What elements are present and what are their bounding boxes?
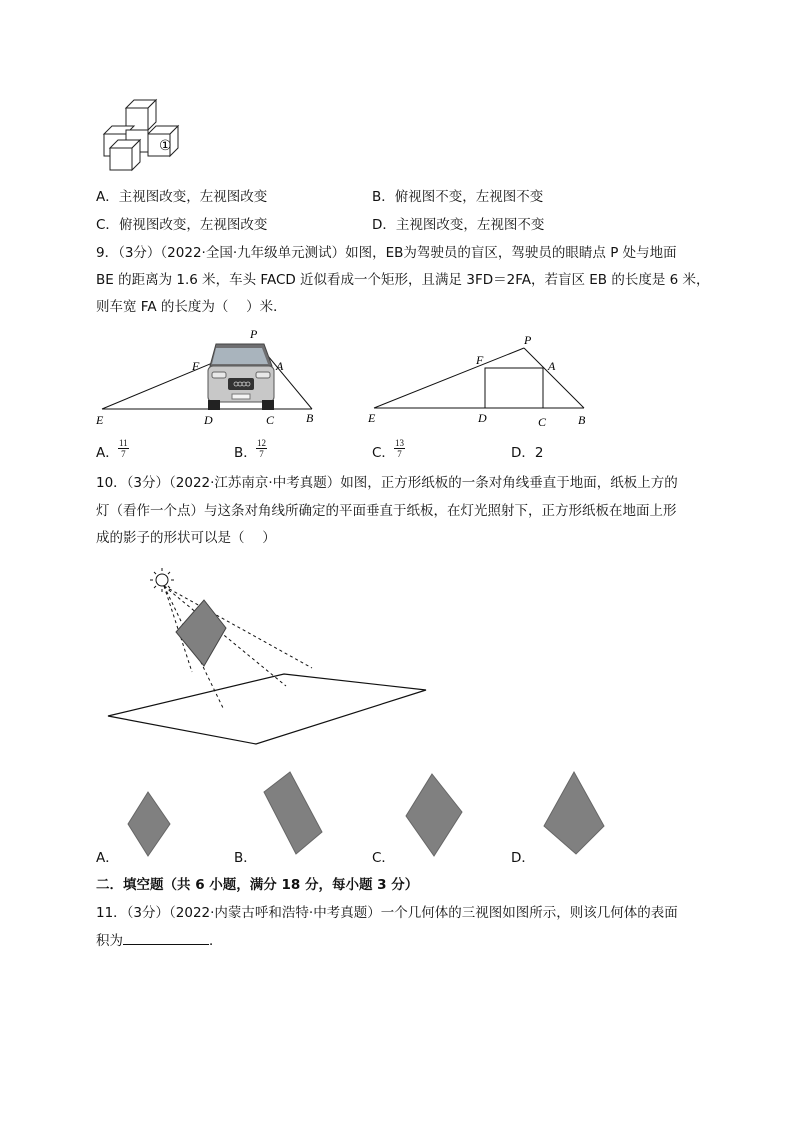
svg-text:D: D xyxy=(478,411,487,425)
q9-car-figure xyxy=(92,322,328,432)
lamp-icon xyxy=(150,568,174,592)
svg-text:A: A xyxy=(276,359,284,373)
q8-option-b: B．俯视图不变，左视图不变 xyxy=(372,189,544,205)
answer-blank[interactable] xyxy=(123,931,209,945)
svg-text:B: B xyxy=(306,411,314,425)
q9-option-b-fraction: $\frac{12}{7}$ xyxy=(257,438,266,459)
q11-stem-line1: 11．（3分）（2022·内蒙古呼和浩特·中考真题）一个几何体的三视图如图所示，则该几何体的表面 xyxy=(96,905,678,921)
q9-geometry-figure xyxy=(364,332,596,432)
section-heading: 二．填空题（共 6 小题，满分 18 分，每小题 3 分） xyxy=(96,877,419,893)
svg-text:F: F xyxy=(476,353,484,367)
square-board xyxy=(176,600,226,666)
q9-option-c-letter: C． xyxy=(372,445,395,461)
q9-stem-line1: 9．（3分）（2022·全国·九年级单元测试）如图，EB为驾驶员的盲区，驾驶员的眼睛点 P 处与地面 xyxy=(96,245,677,261)
svg-text:C: C xyxy=(538,415,547,429)
q10-option-b: B． xyxy=(234,850,257,866)
q10-shape-d xyxy=(540,770,608,860)
q10-shape-b xyxy=(260,770,326,860)
svg-text:P: P xyxy=(524,333,532,347)
q9-option-a-letter: A． xyxy=(96,445,119,461)
svg-text:B: B xyxy=(578,413,586,427)
q10-option-a: A． xyxy=(96,850,119,866)
car-icon xyxy=(208,344,274,410)
q9-option-c-fraction: $\frac{13}{7}$ xyxy=(395,438,404,459)
q10-option-c: C． xyxy=(372,850,395,866)
q10-option-d: D． xyxy=(511,850,535,866)
q9-option-a-fraction: $\frac{11}{7}$ xyxy=(119,438,128,459)
q10-shape-a xyxy=(124,790,174,860)
svg-text:E: E xyxy=(96,413,104,427)
svg-text:C: C xyxy=(266,413,275,427)
q10-shape-c xyxy=(402,772,466,860)
q10-stem-line2: 灯（看作一个点）与这条对角线所确定的平面垂直于纸板，在灯光照射下，正方形纸板在地面上形 xyxy=(96,503,677,519)
svg-text:F: F xyxy=(192,359,200,373)
q11-stem-line2: 积为 ． xyxy=(96,933,223,949)
svg-text:A: A xyxy=(548,359,556,373)
q9-option-d: D．2 xyxy=(511,445,544,461)
q9-option-b-letter: B． xyxy=(234,445,257,461)
q10-stem-line3: 成的影子的形状可以是（ ） xyxy=(96,530,276,546)
svg-text:D: D xyxy=(204,413,213,427)
svg-text:E: E xyxy=(368,411,376,425)
q9-stem-line3: 则车宽 FA 的长度为（ ）米． xyxy=(96,299,287,315)
q8-option-a: A．主视图改变，左视图改变 xyxy=(96,189,268,205)
cube-stack-figure xyxy=(96,96,188,188)
q9-stem-line2: BE 的距离为 1.6 米，车头 FACD 近似看成一个矩形，且满足 3FD＝2FA，若盲区 EB 的长度是 6 米， xyxy=(96,272,710,288)
q8-option-c: C．俯视图改变，左视图改变 xyxy=(96,217,268,233)
q10-stem-line1: 10．（3分）（2022·江苏南京·中考真题）如图，正方形纸板的一条对角线垂直于地面，纸板上方的 xyxy=(96,475,678,491)
svg-text:P: P xyxy=(250,327,258,341)
cube-label: ① xyxy=(159,138,172,154)
q8-option-d: D．主视图改变，左视图不变 xyxy=(372,217,545,233)
q10-light-figure xyxy=(100,564,440,750)
